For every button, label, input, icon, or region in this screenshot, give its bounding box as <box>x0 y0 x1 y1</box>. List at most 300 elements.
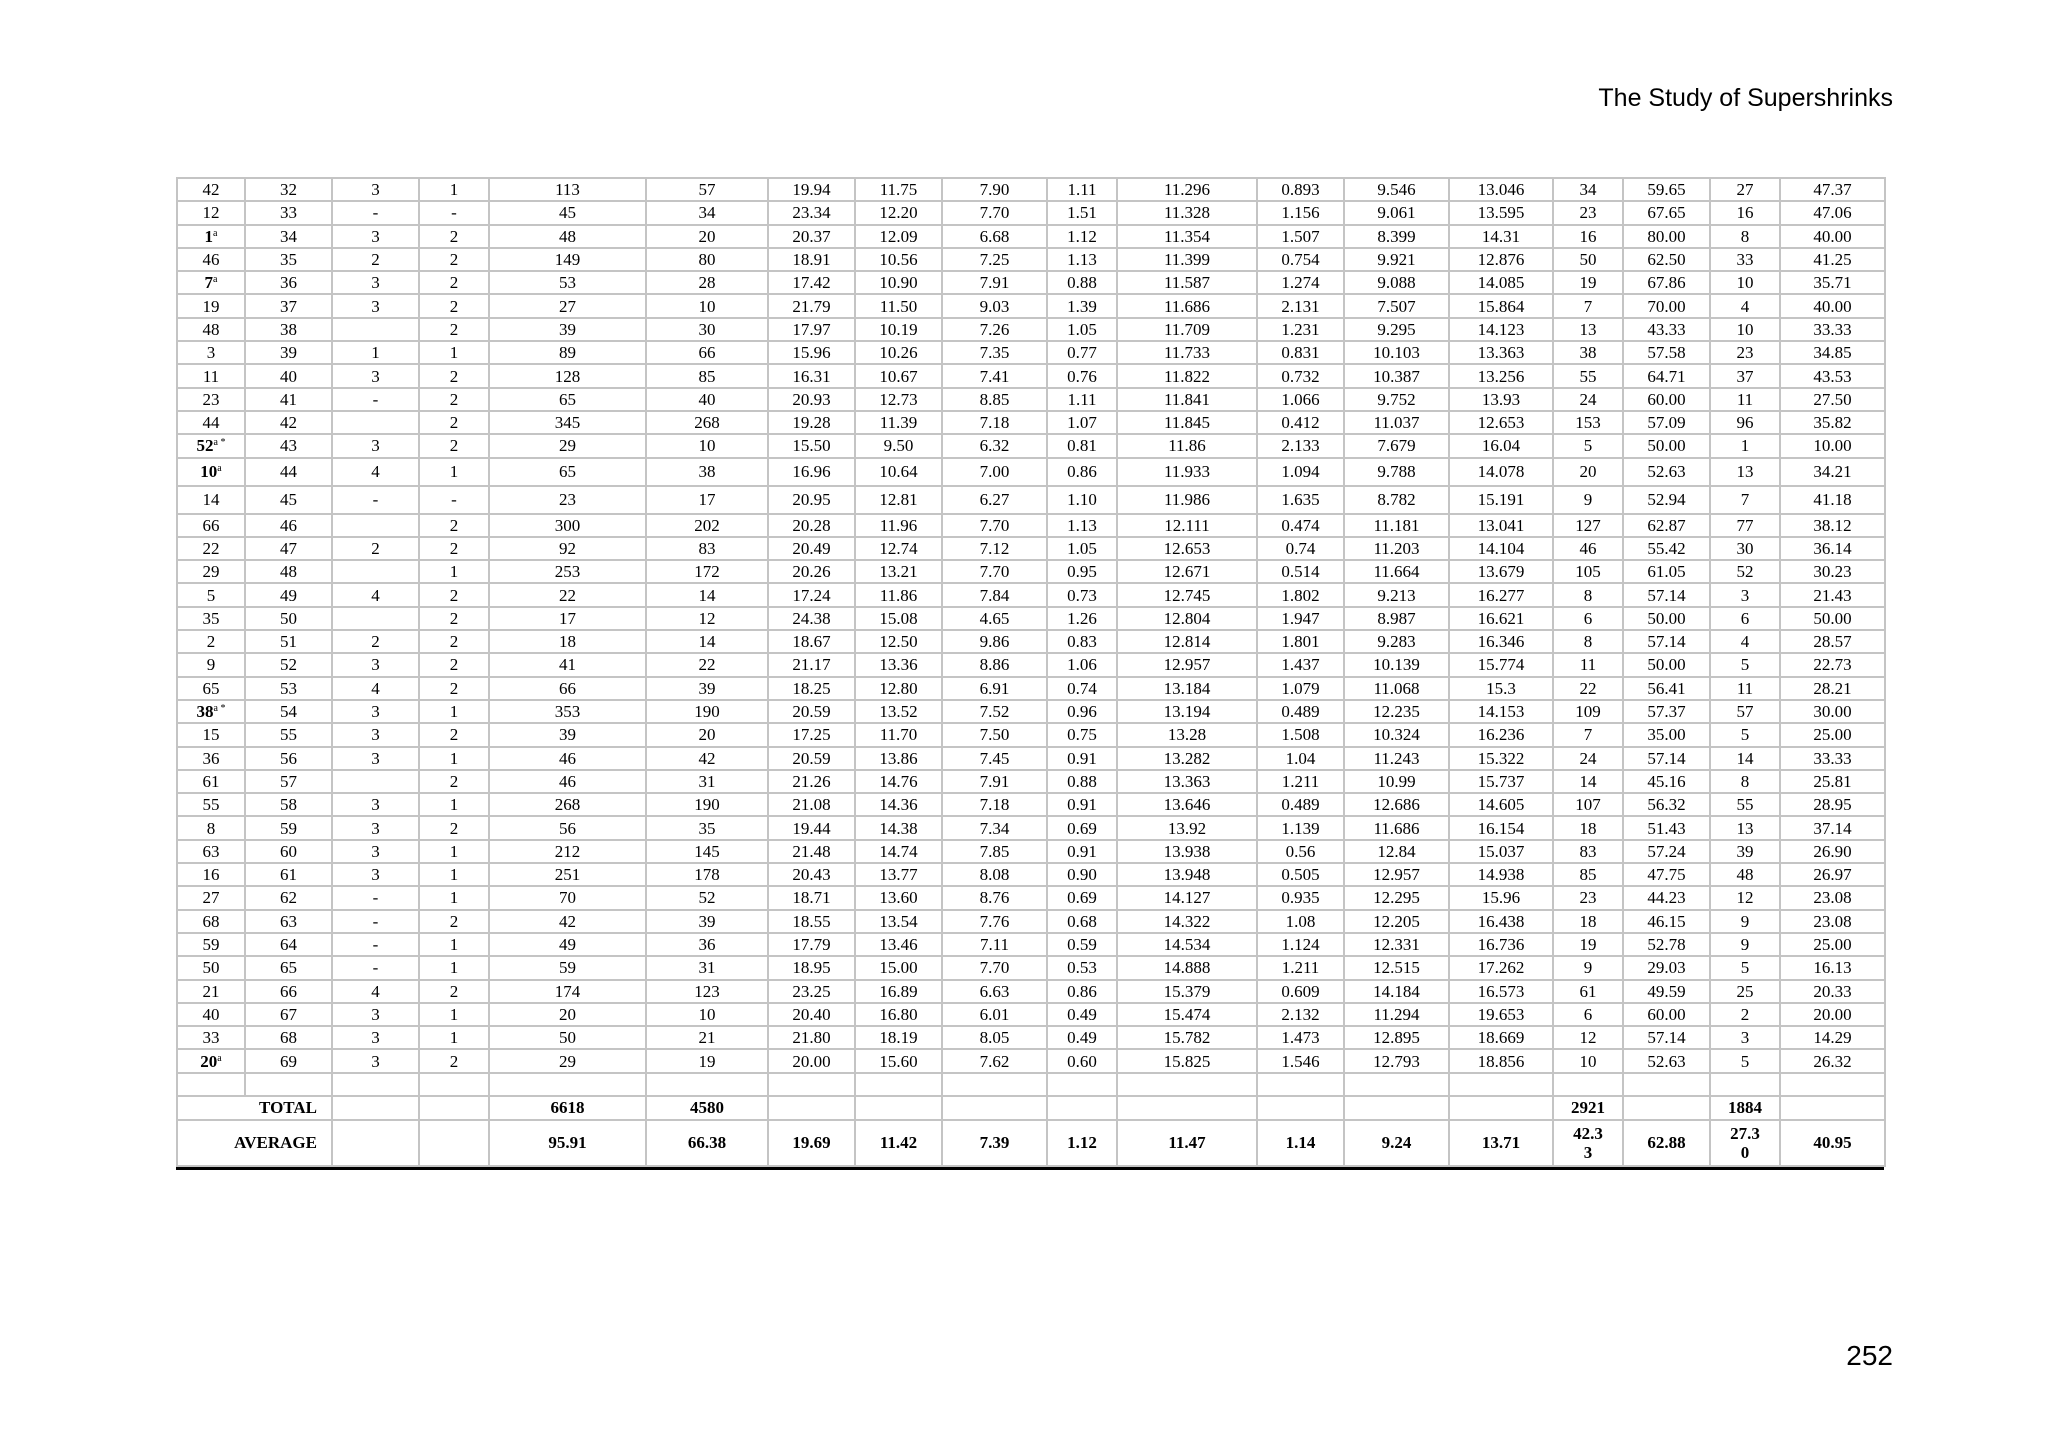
table-cell: 13 <box>1710 458 1780 486</box>
table-cell: 36 <box>646 933 768 956</box>
table-cell: 0.81 <box>1047 434 1117 457</box>
table-cell: 48 <box>245 560 332 583</box>
table-cell: 9 <box>1710 933 1780 956</box>
table-cell: 20.95 <box>768 486 855 514</box>
table-cell: 4 <box>332 677 419 700</box>
data-table <box>176 177 1886 1167</box>
table-cell: - <box>332 486 419 514</box>
table-cell: 0.505 <box>1257 863 1344 886</box>
table-cell: 33 <box>245 201 332 224</box>
table-cell: 14.38 <box>855 816 942 839</box>
average-cell: 1.12 <box>1047 1120 1117 1166</box>
table-cell: 10.19 <box>855 318 942 341</box>
average-cell <box>332 1120 419 1166</box>
table-cell: 49 <box>245 583 332 606</box>
table-cell: 38.12 <box>1780 514 1885 537</box>
table-cell: 39 <box>646 677 768 700</box>
total-cell <box>1449 1096 1553 1120</box>
table-cell: 0.935 <box>1257 886 1344 909</box>
footnote-marker: a <box>217 1052 222 1064</box>
row-id-cell <box>177 840 245 863</box>
table-cell: 11.664 <box>1344 560 1449 583</box>
table-cell: 25 <box>1710 980 1780 1003</box>
table-cell: 1.13 <box>1047 514 1117 537</box>
table-cell: 15.037 <box>1449 840 1553 863</box>
table-cell: 65 <box>489 458 646 486</box>
table-cell: 15.191 <box>1449 486 1553 514</box>
table-cell: 52 <box>1710 560 1780 583</box>
table-cell: 67.65 <box>1623 201 1710 224</box>
table-cell: 12.515 <box>1344 956 1449 979</box>
table-cell: 11.933 <box>1117 458 1257 486</box>
table-cell: 70 <box>489 886 646 909</box>
table-cell: 11.50 <box>855 294 942 317</box>
table-cell: 7.11 <box>942 933 1047 956</box>
row-id-cell <box>177 910 245 933</box>
table-cell: 21.80 <box>768 1026 855 1049</box>
table-row <box>177 225 1885 248</box>
empty-cell <box>245 1073 332 1096</box>
table-cell: 12.84 <box>1344 840 1449 863</box>
footnote-marker: a <box>213 227 218 239</box>
table-cell: 11 <box>1710 388 1780 411</box>
row-id: 7 <box>204 273 214 293</box>
table-cell: 45 <box>245 486 332 514</box>
table-cell: 16.154 <box>1449 816 1553 839</box>
table-cell: 6.27 <box>942 486 1047 514</box>
table-cell: 47.75 <box>1623 863 1710 886</box>
table-cell: 8.782 <box>1344 486 1449 514</box>
table-cell: 27.50 <box>1780 388 1885 411</box>
table-cell: 11.86 <box>1117 434 1257 457</box>
table-cell: 21.43 <box>1780 583 1885 606</box>
table-cell: 11.294 <box>1344 1003 1449 1026</box>
table-cell: 1.07 <box>1047 411 1117 434</box>
table-cell: 11.037 <box>1344 411 1449 434</box>
table-cell: 65 <box>489 388 646 411</box>
row-id: 46 <box>202 250 220 270</box>
table-cell: 9.788 <box>1344 458 1449 486</box>
table-cell: 14.76 <box>855 770 942 793</box>
row-id: 3 <box>206 343 216 363</box>
table-cell: 5 <box>1710 723 1780 746</box>
table-cell: 11.587 <box>1117 271 1257 294</box>
table-cell: 12.81 <box>855 486 942 514</box>
table-cell: 66 <box>489 677 646 700</box>
table-cell: 9.061 <box>1344 201 1449 224</box>
table-cell: 13 <box>1710 816 1780 839</box>
table-cell: 13.646 <box>1117 793 1257 816</box>
table-cell: 57.14 <box>1623 583 1710 606</box>
table-cell: 49.59 <box>1623 980 1710 1003</box>
table-cell: 0.74 <box>1047 677 1117 700</box>
table-cell: 89 <box>489 341 646 364</box>
row-id-cell <box>177 486 245 514</box>
table-cell: 10.56 <box>855 248 942 271</box>
row-id: 40 <box>202 1004 220 1024</box>
table-cell: 51 <box>245 630 332 653</box>
table-cell: 26.97 <box>1780 863 1885 886</box>
table-cell: 4 <box>1710 630 1780 653</box>
table-cell: 37 <box>1710 364 1780 387</box>
average-value: 27.3 0 <box>1730 1123 1760 1162</box>
table-cell: 56 <box>245 747 332 770</box>
table-cell: 7.35 <box>942 341 1047 364</box>
table-cell: 50 <box>245 607 332 630</box>
table-cell: 42 <box>489 910 646 933</box>
table-cell: 60.00 <box>1623 388 1710 411</box>
table-row <box>177 747 1885 770</box>
table-cell: 43 <box>245 434 332 457</box>
table-cell <box>332 560 419 583</box>
table-cell: 12.686 <box>1344 793 1449 816</box>
table-cell: 21.79 <box>768 294 855 317</box>
table-cell: 28.95 <box>1780 793 1885 816</box>
table-cell: 18.19 <box>855 1026 942 1049</box>
table-cell: 7.76 <box>942 910 1047 933</box>
table-cell <box>332 607 419 630</box>
table-cell: 57.37 <box>1623 700 1710 723</box>
table-row <box>177 607 1885 630</box>
row-id-cell <box>177 178 245 201</box>
row-id-cell <box>177 956 245 979</box>
table-cell: 3 <box>332 816 419 839</box>
table-cell: 1 <box>419 700 489 723</box>
table-cell: 0.489 <box>1257 793 1344 816</box>
table-cell: 9 <box>1553 486 1623 514</box>
table-cell: 18 <box>1553 910 1623 933</box>
table-cell: 13.36 <box>855 653 942 676</box>
footnote-marker: a <box>217 463 222 475</box>
table-cell: 16.236 <box>1449 723 1553 746</box>
table-cell: 109 <box>1553 700 1623 723</box>
table-cell: 10.139 <box>1344 653 1449 676</box>
table-cell: 7.45 <box>942 747 1047 770</box>
table-cell: 2 <box>419 411 489 434</box>
table-row <box>177 816 1885 839</box>
row-id: 38 <box>196 702 214 722</box>
average-cell: 19.69 <box>768 1120 855 1166</box>
table-cell: 6 <box>1553 607 1623 630</box>
table-cell: 11.686 <box>1117 294 1257 317</box>
table-cell: 55.42 <box>1623 537 1710 560</box>
table-cell: 52.63 <box>1623 458 1710 486</box>
table-cell: 35 <box>646 816 768 839</box>
table-cell: 59.65 <box>1623 178 1710 201</box>
table-cell: 30.23 <box>1780 560 1885 583</box>
table-cell: 11.709 <box>1117 318 1257 341</box>
table-cell: 1.211 <box>1257 770 1344 793</box>
row-id: 8 <box>206 818 216 838</box>
table-cell: 123 <box>646 980 768 1003</box>
table-cell: 9.03 <box>942 294 1047 317</box>
row-id-cell <box>177 318 245 341</box>
table-cell: 11.399 <box>1117 248 1257 271</box>
table-cell: 1.10 <box>1047 486 1117 514</box>
table-cell: 20 <box>489 1003 646 1026</box>
table-cell: 0.53 <box>1047 956 1117 979</box>
table-row <box>177 514 1885 537</box>
table-cell: 35.71 <box>1780 271 1885 294</box>
table-cell: 12 <box>646 607 768 630</box>
table-cell: 42 <box>646 747 768 770</box>
table-cell: 2 <box>419 514 489 537</box>
table-cell: 17.24 <box>768 583 855 606</box>
table-cell: 13 <box>1553 318 1623 341</box>
table-cell: 0.489 <box>1257 700 1344 723</box>
empty-cell <box>1710 1073 1780 1096</box>
table-cell: 60 <box>245 840 332 863</box>
empty-cell <box>1047 1073 1117 1096</box>
table-cell: 1 <box>419 747 489 770</box>
table-cell: 19.653 <box>1449 1003 1553 1026</box>
table-row <box>177 248 1885 271</box>
table-cell: 33 <box>1710 248 1780 271</box>
total-cell <box>1623 1096 1710 1120</box>
row-id-cell <box>177 225 245 248</box>
table-cell: 10.99 <box>1344 770 1449 793</box>
table-cell: 2 <box>332 630 419 653</box>
table-cell: 13.46 <box>855 933 942 956</box>
total-row <box>177 1096 1885 1120</box>
table-cell: 3 <box>332 700 419 723</box>
table-cell: 3 <box>1710 1026 1780 1049</box>
table-cell: 9.921 <box>1344 248 1449 271</box>
table-cell: 0.60 <box>1047 1049 1117 1072</box>
table-cell: 36 <box>245 271 332 294</box>
row-id: 29 <box>202 562 220 582</box>
total-cell <box>942 1096 1047 1120</box>
table-cell: 1 <box>419 1003 489 1026</box>
table-cell: 28.57 <box>1780 630 1885 653</box>
table-cell: 0.831 <box>1257 341 1344 364</box>
table-cell: 1.05 <box>1047 537 1117 560</box>
total-cell <box>419 1096 489 1120</box>
table-cell: 34.21 <box>1780 458 1885 486</box>
table-cell: 7.62 <box>942 1049 1047 1072</box>
table-cell: 18.71 <box>768 886 855 909</box>
table-cell: 18.856 <box>1449 1049 1553 1072</box>
table-cell: 61.05 <box>1623 560 1710 583</box>
row-id-cell <box>177 630 245 653</box>
table-cell: 37.14 <box>1780 816 1885 839</box>
row-id: 59 <box>202 935 220 955</box>
table-cell: 44.23 <box>1623 886 1710 909</box>
table-cell: 18.91 <box>768 248 855 271</box>
table-cell: 46 <box>1553 537 1623 560</box>
row-id-cell <box>177 434 245 457</box>
table-cell: 3 <box>332 653 419 676</box>
table-cell: 23.08 <box>1780 886 1885 909</box>
table-cell: 4 <box>332 458 419 486</box>
empty-cell <box>646 1073 768 1096</box>
table-cell: 13.256 <box>1449 364 1553 387</box>
table-cell: 11.75 <box>855 178 942 201</box>
table-cell: 1 <box>419 840 489 863</box>
table-cell: 10.64 <box>855 458 942 486</box>
table-cell: 16.89 <box>855 980 942 1003</box>
table-cell: 2 <box>419 980 489 1003</box>
table-cell: 105 <box>1553 560 1623 583</box>
table-row <box>177 583 1885 606</box>
average-cell: 13.71 <box>1449 1120 1553 1166</box>
table-cell: 2 <box>419 248 489 271</box>
table-cell: 70.00 <box>1623 294 1710 317</box>
average-row <box>177 1120 1885 1166</box>
table-cell: 7.18 <box>942 793 1047 816</box>
table-cell: 23.25 <box>768 980 855 1003</box>
table-row <box>177 793 1885 816</box>
table-cell: 10.26 <box>855 341 942 364</box>
table-cell: 12.111 <box>1117 514 1257 537</box>
table-cell: 3 <box>332 1003 419 1026</box>
table-cell: 12.745 <box>1117 583 1257 606</box>
table-cell: 268 <box>646 411 768 434</box>
table-cell: 9.283 <box>1344 630 1449 653</box>
table-row <box>177 388 1885 411</box>
table-cell: 1.094 <box>1257 458 1344 486</box>
empty-cell <box>1780 1073 1885 1096</box>
table-cell: 2 <box>419 607 489 630</box>
table-cell: 8 <box>1553 630 1623 653</box>
table-cell: 11.686 <box>1344 816 1449 839</box>
table-cell: 56.41 <box>1623 677 1710 700</box>
table-cell: 11.328 <box>1117 201 1257 224</box>
table-cell: 19.44 <box>768 816 855 839</box>
table-cell: 0.77 <box>1047 341 1117 364</box>
row-id-cell <box>177 747 245 770</box>
table-cell: 28 <box>646 271 768 294</box>
total-cell: 6618 <box>489 1096 646 1120</box>
row-id-cell <box>177 271 245 294</box>
row-id: 10 <box>200 462 218 482</box>
table-cell: 13.948 <box>1117 863 1257 886</box>
table-cell: 0.68 <box>1047 910 1117 933</box>
table-cell: 178 <box>646 863 768 886</box>
table-cell: 13.21 <box>855 560 942 583</box>
table-cell: 13.041 <box>1449 514 1553 537</box>
table-cell: 13.938 <box>1117 840 1257 863</box>
table-cell: 7.50 <box>942 723 1047 746</box>
table-cell: 190 <box>646 700 768 723</box>
table-cell: 11.841 <box>1117 388 1257 411</box>
table-cell: 20.93 <box>768 388 855 411</box>
table-cell: 39 <box>245 341 332 364</box>
table-cell: 4 <box>332 583 419 606</box>
table-cell: 12.331 <box>1344 933 1449 956</box>
table-cell: - <box>419 486 489 514</box>
table-cell: 10.103 <box>1344 341 1449 364</box>
table-cell: 29 <box>489 434 646 457</box>
table-cell: 0.91 <box>1047 747 1117 770</box>
table-cell: 7.70 <box>942 956 1047 979</box>
table-cell: 55 <box>1553 364 1623 387</box>
table-cell: 11.845 <box>1117 411 1257 434</box>
table-cell: 1 <box>419 933 489 956</box>
average-cell-wrapped <box>1553 1120 1623 1166</box>
table-cell: 80.00 <box>1623 225 1710 248</box>
average-cell: 9.24 <box>1344 1120 1449 1166</box>
table-cell: 16.31 <box>768 364 855 387</box>
table-cell: 61 <box>1553 980 1623 1003</box>
table-cell: 39 <box>489 723 646 746</box>
table-row <box>177 886 1885 909</box>
table-cell: 6 <box>1553 1003 1623 1026</box>
table-cell: 7.91 <box>942 770 1047 793</box>
row-id: 22 <box>202 539 220 558</box>
table-cell: 8 <box>1710 770 1780 793</box>
table-cell: 2.133 <box>1257 434 1344 457</box>
row-id: 5 <box>206 585 216 605</box>
table-cell: 3 <box>332 271 419 294</box>
table-cell: 1.473 <box>1257 1026 1344 1049</box>
table-cell: 12.295 <box>1344 886 1449 909</box>
table-cell: 23.08 <box>1780 910 1885 933</box>
table-cell: 18.669 <box>1449 1026 1553 1049</box>
table-cell: 11.296 <box>1117 178 1257 201</box>
row-id: 33 <box>202 1028 220 1048</box>
table-cell: 7 <box>1553 294 1623 317</box>
table-cell: 44 <box>245 458 332 486</box>
table-cell: - <box>332 388 419 411</box>
table-cell: 7.679 <box>1344 434 1449 457</box>
table-cell: 22 <box>646 653 768 676</box>
average-label: AVERAGE <box>177 1120 332 1166</box>
row-id-cell <box>177 793 245 816</box>
table-cell: 0.88 <box>1047 770 1117 793</box>
table-cell: 2.131 <box>1257 294 1344 317</box>
table-cell: 15.864 <box>1449 294 1553 317</box>
table-cell: 67.86 <box>1623 271 1710 294</box>
table-cell: 15.08 <box>855 607 942 630</box>
table-cell: 13.194 <box>1117 700 1257 723</box>
table-cell: 2 <box>419 388 489 411</box>
table-cell: 300 <box>489 514 646 537</box>
table-cell: 20.28 <box>768 514 855 537</box>
table-cell: 20.00 <box>768 1049 855 1072</box>
table-cell: 29.03 <box>1623 956 1710 979</box>
table-cell: 4 <box>332 980 419 1003</box>
table-cell: 39 <box>646 910 768 933</box>
table-row <box>177 980 1885 1003</box>
table-cell: 16.438 <box>1449 910 1553 933</box>
table-cell: 18.67 <box>768 630 855 653</box>
table-cell: 1.066 <box>1257 388 1344 411</box>
table-cell: 20.43 <box>768 863 855 886</box>
table-cell: 11.354 <box>1117 225 1257 248</box>
table-cell: 11 <box>1710 677 1780 700</box>
table-cell: 20.26 <box>768 560 855 583</box>
table-cell: 7.70 <box>942 201 1047 224</box>
table-cell: 20 <box>646 225 768 248</box>
row-id-cell <box>177 248 245 271</box>
empty-cell <box>1257 1073 1344 1096</box>
table-cell: 14.29 <box>1780 1026 1885 1049</box>
table-cell: 32 <box>245 178 332 201</box>
table-cell: 12.205 <box>1344 910 1449 933</box>
table-cell: 41 <box>489 653 646 676</box>
table-cell: 19 <box>1553 271 1623 294</box>
table-cell: 3 <box>332 225 419 248</box>
table-cell: 12.876 <box>1449 248 1553 271</box>
table-cell: 10.90 <box>855 271 942 294</box>
table-cell: 2 <box>1710 1003 1780 1026</box>
table-cell: 49 <box>489 933 646 956</box>
table-cell: 30 <box>646 318 768 341</box>
table-cell: 35.00 <box>1623 723 1710 746</box>
row-id: 42 <box>202 180 220 200</box>
table-cell: 48 <box>1710 863 1780 886</box>
